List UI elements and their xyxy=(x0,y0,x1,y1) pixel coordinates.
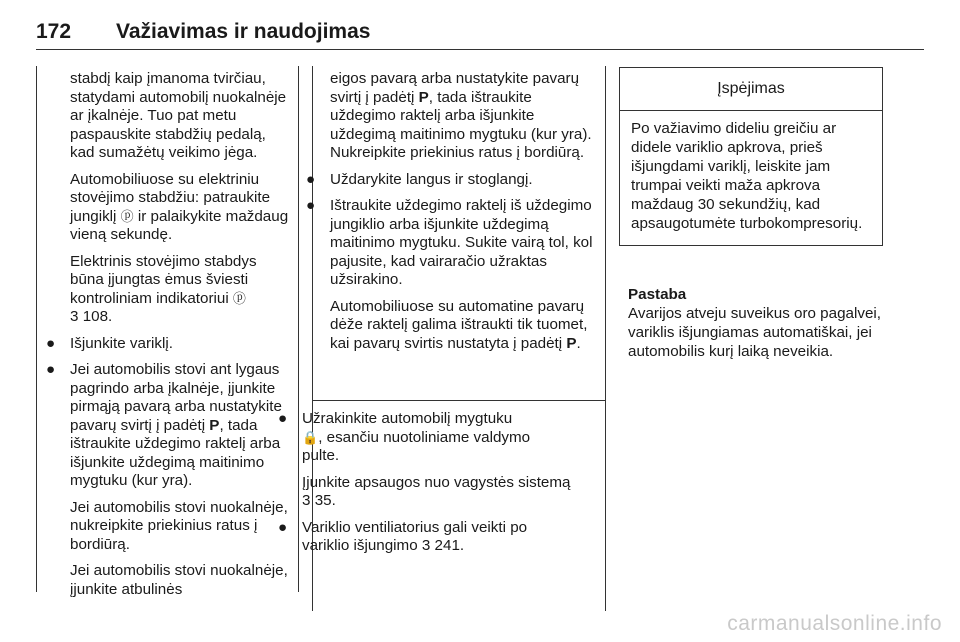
page-number: 172 xyxy=(36,20,72,43)
page-reference-link[interactable]: 241. xyxy=(434,537,465,554)
note-block xyxy=(628,285,888,361)
bullet-icon: ● xyxy=(306,197,316,214)
list-item: ● Uždarykite langus ir stoglangį. xyxy=(306,170,533,188)
page-header xyxy=(36,20,924,52)
bullet-icon: ● xyxy=(46,361,56,378)
warning-title: Įspėjimas xyxy=(620,68,882,111)
header-rule xyxy=(36,49,924,50)
paragraph-automatic: Automobiliuose su automatine pavarų dėže raktelį galima ištraukti tik tuomet, kai pavarų svirtis nustatyta į padėtį P. xyxy=(330,297,588,352)
warning-box xyxy=(619,67,883,246)
watermark: carmanualsonline.info xyxy=(727,612,942,635)
bullet-icon: ● xyxy=(306,170,316,188)
ref-arrow-icon: 3 xyxy=(70,308,79,325)
page-title: Važiavimas ir naudojimas xyxy=(116,20,371,43)
paragraph-parking-brake: stabdį kaip įmanoma tvirčiau, statydami automobilį nuokalnėje ar įkalnėje. Tuo pat metu paspauskite stabdžių pedalą, kad sumažėtų veikimo jėga. xyxy=(70,70,287,161)
column-rule-left xyxy=(36,66,37,592)
paragraph-electric-brake: Automobiliuose su elektriniu stovėjimo stabdžiu: patraukite jungiklį ⓟ ir palaikykite maždaug vieną sekundę. xyxy=(70,170,289,243)
paragraph-downhill-2: Jei automobilis stovi nuokalnėje, įjunkite atbulinės xyxy=(70,562,288,598)
list-item: ● Variklio ventiliatorius gali veikti po variklio išjungimo 3 241. xyxy=(278,518,528,554)
bullet-icon: ● xyxy=(46,334,56,352)
paragraph-antitheft: Įjunkite apsaugos nuo vagystės sistemą 3 35. xyxy=(302,473,571,509)
page-reference-link[interactable]: 35. xyxy=(314,492,336,509)
parking-brake-icon: ⓟ xyxy=(120,208,134,224)
column-1 xyxy=(42,70,292,607)
ref-arrow-icon: 3 xyxy=(302,492,311,509)
ref-arrow-icon: 3 xyxy=(421,537,431,554)
bullet-icon: ● xyxy=(278,410,288,427)
warning-text: Po važiavimo dideliu greičiu ar didele variklio apkrova, prieš išjungdami variklį, leiskite jam trumpai veikti maža apkrova maždaug 30 sekundžių, kad apsaugotumėte turbokompresorių. xyxy=(631,120,863,232)
list-item: ● Išjunkite variklį. xyxy=(46,334,173,352)
column-rule-right xyxy=(605,66,606,611)
column-2 xyxy=(306,70,598,361)
bullet-icon: ● xyxy=(278,518,288,536)
list-item: ● Užrakinkite automobilį mygtuku 🔒, esančiu nuotoliniame valdymo pulte. xyxy=(278,410,531,464)
lock-icon: 🔒 xyxy=(302,429,319,445)
column-2-lower xyxy=(278,410,572,564)
parking-brake-indicator-icon: ⓟ xyxy=(232,290,246,306)
list-item: ● Ištraukite uždegimo raktelį iš uždegimo jungiklio arba išjunkite uždegimą maitinimo mygtuku. Sukite vairą tol, kol pajusite, kad vairaračio užraktas užsirakino. xyxy=(306,197,593,288)
column-rule-mid-left xyxy=(298,66,299,592)
page-reference-link[interactable]: 108. xyxy=(82,308,113,325)
note-text: Avarijos atveju suveikus oro pagalvei, variklis išjungiamas automatiškai, jei automobilis kurį laiką neveikia. xyxy=(628,305,881,360)
paragraph-downhill-1: Jei automobilis stovi nuokalnėje, nukreipkite priekinius ratus į bordiūrą. xyxy=(70,498,288,553)
note-title: Pastaba xyxy=(628,286,687,303)
list-item: ● Jei automobilis stovi ant lygaus pagrindo arba įkalnėje, įjunkite pirmąją pavarą arba nustatykite pavarų svirtį į padėtį P, tada ištraukite uždegimo raktelį arba išjunkite uždegimą maitinimo mygtuku (kur yra). xyxy=(46,361,282,489)
paragraph-indicator: Elektrinis stovėjimo stabdys būna įjungtas ėmus šviesti kontroliniam indikatoriui ⓟ 3 108. xyxy=(70,252,257,325)
paragraph-reverse-gear: eigos pavarą arba nustatykite pavarų svirtį į padėtį P, tada ištraukite uždegimo raktelį arba išjunkite uždegimą maitinimo mygtuku (kur yra). Nukreipkite priekinius ratus į bordiūrą. xyxy=(330,70,592,161)
